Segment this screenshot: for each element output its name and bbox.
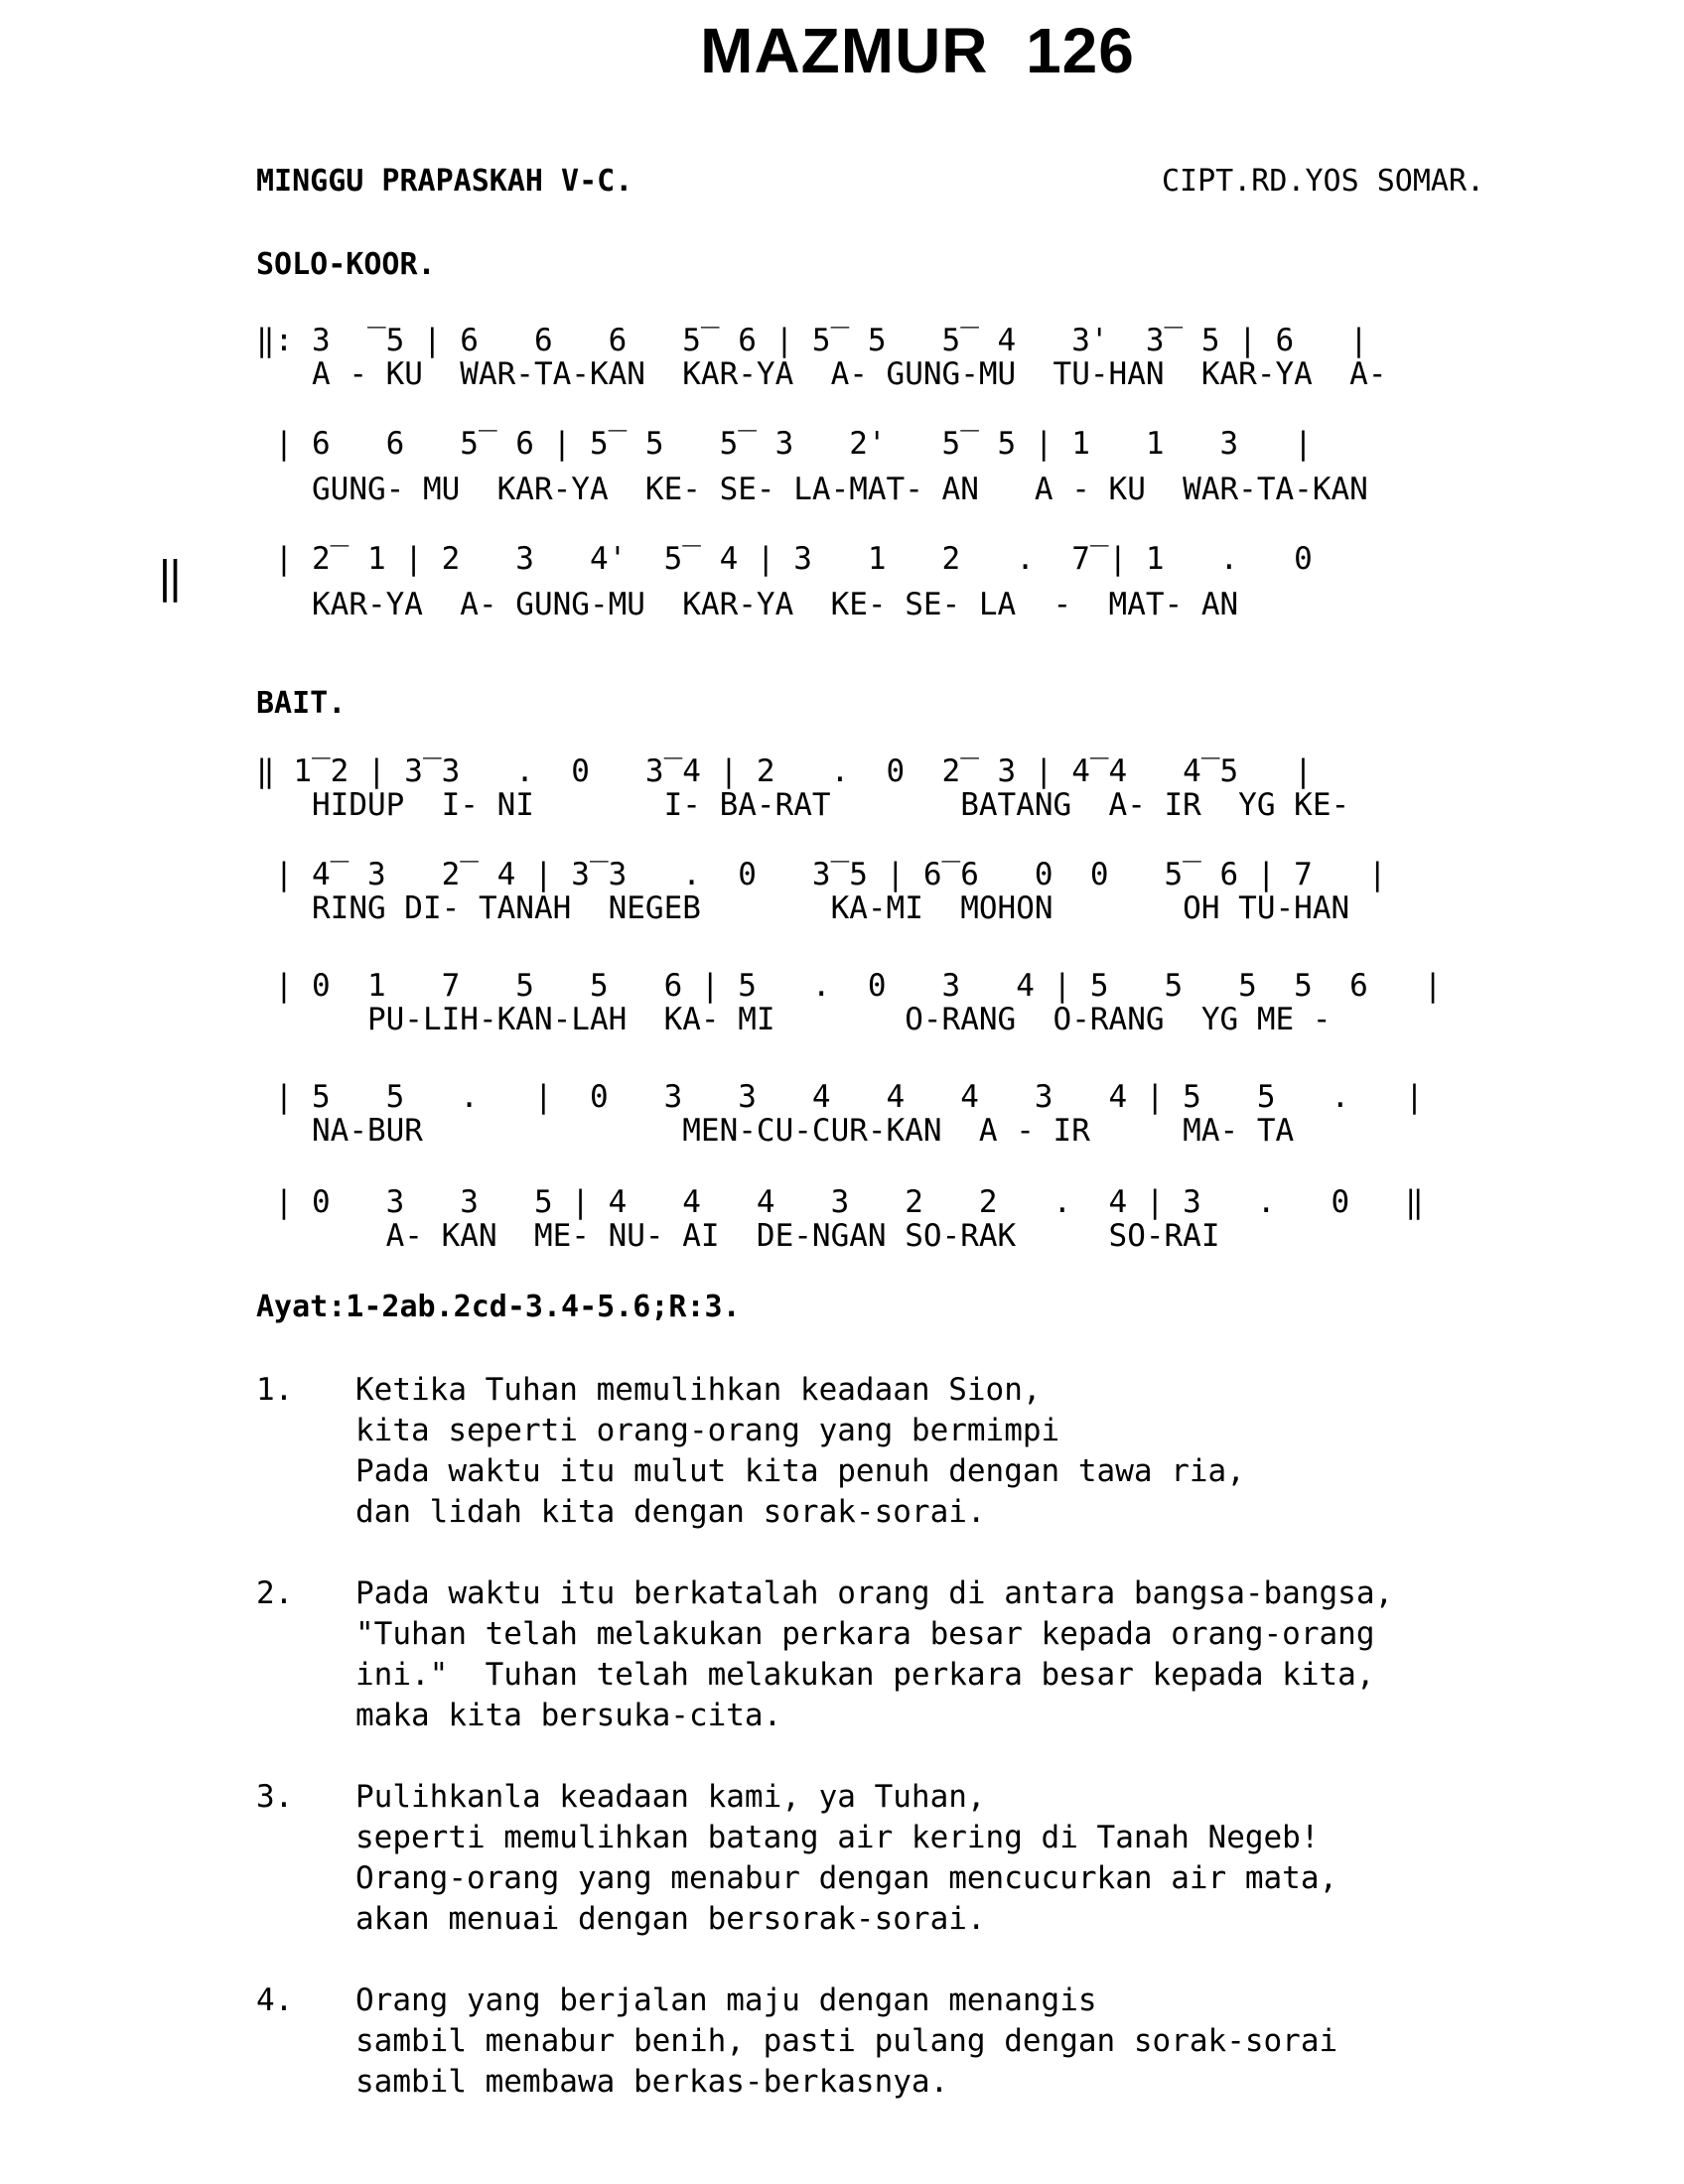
verse-line: seperti memulihkan batang air kering di Tanah Negeb!: [355, 1820, 1320, 1855]
verse-line: "Tuhan telah melakukan perkara besar kepada orang-orang: [355, 1616, 1375, 1652]
verse-line: Ketika Tuhan memulihkan keadaan Sion,: [355, 1372, 1042, 1408]
verse-line: Pada waktu itu berkatalah orang di antara bangsa-bangsa,: [355, 1575, 1394, 1611]
verse-lyrics-1: HIDUP I- NI I- BA-RAT BATANG A- IR YG KE-: [256, 787, 1350, 823]
composer-label: CIPT.RD.YOS SOMAR.: [1162, 164, 1485, 199]
refrain-notes-3: | 2̅ 1 | 2 3 4' 5̅ 4 | 3 1 2 . 7̅ | 1 . 0: [256, 541, 1313, 577]
verse-number: 1.: [256, 1372, 294, 1408]
refrain-notes-1: ‖: 3 ̅ 5 | 6 6 6 5̅ 6 | 5̅ 5 5̅ 4 3' 3̅ 5 | 6 |: [256, 323, 1368, 358]
page-title: MAZMUR 126: [700, 15, 1135, 86]
occasion-label: MINGGU PRAPASKAH V-C.: [256, 164, 633, 199]
verse-line: maka kita bersuka-cita.: [355, 1698, 782, 1733]
verse-lyrics-4: NA-BUR MEN-CU-CUR-KAN A - IR MA- TA: [256, 1113, 1295, 1149]
verse-number: 4.: [256, 1982, 294, 2018]
ayat-reference: Ayat:1-2ab.2cd-3.4-5.6;R:3.: [256, 1290, 741, 1324]
verse-text: [355, 1980, 1547, 2103]
verse-line: Pulihkanla keadaan kami, ya Tuhan,: [355, 1779, 986, 1815]
refrain-lyrics-3: KAR-YA A- GUNG-MU KAR-YA KE- SE- LA - MAT- AN: [256, 587, 1239, 622]
refrain-notes-2: | 6 6 5̅ 6 | 5̅ 5 5̅ 3 2' 5̅ 5 | 1 1 3 |: [256, 426, 1313, 462]
verse-notes-2: | 4̅ 3 2̅ 4 | 3̅ 3 . 0 3̅ 5 | 6̅ 6 0 0 5̅ 6 | 7 |: [256, 857, 1387, 892]
verse-line: dan lidah kita dengan sorak-sorai.: [355, 1494, 986, 1530]
verse-lyrics-5: A- KAN ME- NU- AI DE-NGAN SO-RAK SO-RAI: [256, 1218, 1220, 1254]
verse-line: ini." Tuhan telah melakukan perkara besar kepada kita,: [355, 1657, 1375, 1693]
verse-item: [256, 1777, 1547, 1940]
verse-notes-1: ‖ 1̅ 2 | 3̅ 3 . 0 3̅ 4 | 2 . 0 2̅ 3 | 4̅ 4 4̅ 5 |: [256, 753, 1313, 789]
verse-lyrics-3: PU-LIH-KAN-LAH KA- MI O-RANG O-RANG YG ME -: [256, 1002, 1332, 1037]
verse-line: akan menuai dengan bersorak-sorai.: [355, 1901, 986, 1937]
verse-text: [355, 1777, 1547, 1940]
verse-item: [256, 1370, 1547, 1533]
verse-number: 2.: [256, 1575, 294, 1611]
verse-music-label: BAIT.: [256, 686, 347, 721]
verse-item: [256, 1573, 1547, 1736]
verse-number: 3.: [256, 1779, 294, 1815]
verse-line: Orang-orang yang menabur dengan mencucurkan air mata,: [355, 1860, 1338, 1896]
verse-line: Pada waktu itu mulut kita penuh dengan tawa ria,: [355, 1453, 1245, 1489]
verse-text: [355, 1370, 1547, 1533]
verse-notes-3: | 0 1 7 5 5 6 | 5 . 0 3 4 | 5 5 5 5 6 |: [256, 968, 1443, 1004]
verse-lyrics-2: RING DI- TANAH NEGEB KA-MI MOHON OH TU-HAN: [256, 890, 1350, 926]
verse-line: sambil menabur benih, pasti pulang dengan sorak-sorai: [355, 2023, 1338, 2059]
verse-line: sambil membawa berkas-berkasnya.: [355, 2064, 949, 2100]
verse-line: Orang yang berjalan maju dengan menangis: [355, 1982, 1097, 2018]
refrain-label: SOLO-KOOR.: [256, 247, 436, 282]
refrain-lyrics-2: GUNG- MU KAR-YA KE- SE- LA-MAT- AN A - KU WAR-TA-KAN: [256, 472, 1368, 507]
verse-text: [355, 1573, 1547, 1736]
verse-notes-5: | 0 3 3 5 | 4 4 4 3 2 2 . 4 | 3 . 0 ‖: [256, 1184, 1424, 1220]
verse-line: kita seperti orang-orang yang bermimpi: [355, 1413, 1060, 1448]
verse-item: [256, 1980, 1547, 2103]
verse-notes-4: | 5 5 . | 0 3 3 4 4 4 3 4 | 5 5 . |: [256, 1079, 1424, 1115]
repeat-mark: ‖: [157, 552, 184, 603]
verses-list: [256, 1370, 1547, 2143]
refrain-lyrics-1: A - KU WAR-TA-KAN KAR-YA A- GUNG-MU TU-HAN KAR-YA A-: [256, 356, 1387, 392]
